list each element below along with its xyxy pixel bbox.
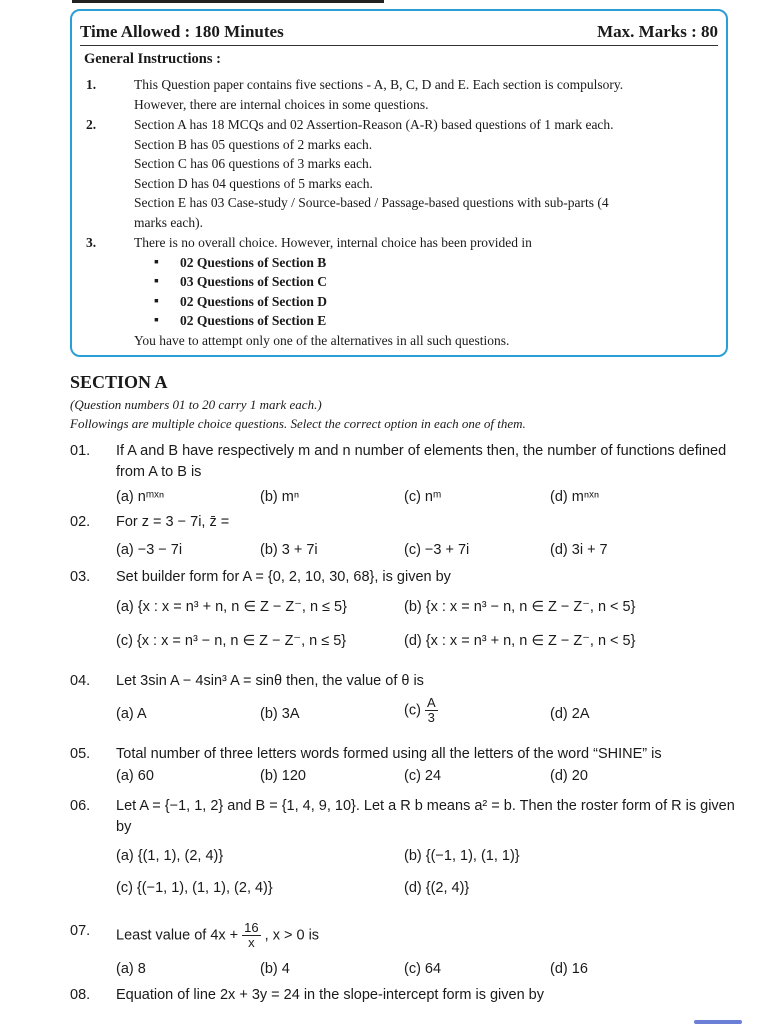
- option-d: (d) {x : x = n³ + n, n ∈ Z − Z⁻, n < 5}: [404, 633, 636, 649]
- instructions-box: [70, 9, 728, 357]
- section-title: SECTION A: [70, 372, 168, 392]
- question-05: 05. Total number of three letters words formed using all the letters of the word “SHINE” is: [70, 746, 662, 762]
- option-d: (d) 2A: [550, 706, 590, 722]
- option-b: (b) 120: [260, 768, 306, 784]
- option-c: (c) nᵐ: [404, 489, 442, 505]
- question-01: 01. If A and B have respectively m and n number of elements then, the number of functions defined from A to B is: [70, 443, 727, 480]
- option-a: (a) {x : x = n³ + n, n ∈ Z − Z⁻, n ≤ 5}: [116, 599, 347, 615]
- header-row: [80, 19, 718, 46]
- list-item: ▪ 02 Questions of Section E: [154, 311, 714, 331]
- instruction-1: 1. This Question paper contains five sections - A, B, C, D and E. Each section is compulsory. However, there are internal choices in some questions.: [86, 77, 624, 112]
- option-c: (c) $\frac{A}{3}$: [404, 695, 436, 725]
- option-d: (d) 3i + 7: [550, 542, 608, 558]
- option-b: (b) {(−1, 1), (1, 1)}: [404, 848, 520, 864]
- top-rule: [72, 0, 384, 3]
- option-a: (a) −3 − 7i: [116, 542, 183, 558]
- question-06: 06. Let A = {−1, 1, 2} and B = {1, 4, 9, 10}. Let a R b means a² = b. Then the roster form of R is given by: [70, 798, 735, 835]
- option-a: (a) 8: [116, 961, 146, 977]
- option-a: (a) {(1, 1), (2, 4)}: [116, 848, 224, 864]
- max-marks: Max. Marks : 80: [597, 22, 718, 41]
- question-07: 07. Least value of 4x + $\frac{16}{x}$ , x > 0 is: [70, 920, 320, 950]
- question-08: 08. Equation of line 2x + 3y = 24 in the slope-intercept form is given by: [70, 987, 544, 1003]
- option-a: (a) A: [116, 706, 147, 722]
- section-note: (Question numbers 01 to 20 carry 1 mark each.): [70, 397, 322, 412]
- question-04: 04. Let 3sin A − 4sin³ A = sinθ then, the value of θ is: [70, 673, 424, 689]
- option-a: (a) 60: [116, 768, 154, 784]
- page-corner-mark: [694, 1020, 742, 1024]
- option-c: (c) 24: [404, 768, 442, 784]
- option-c: (c) 64: [404, 961, 442, 977]
- time-allowed: Time Allowed : 180 Minutes: [80, 22, 284, 41]
- list-item: ▪ 02 Questions of Section B: [154, 253, 714, 273]
- list-item: ▪ 03 Questions of Section C: [154, 272, 714, 292]
- question-03: 03. Set builder form for A = {0, 2, 10, 30, 68}, is given by: [70, 569, 451, 585]
- option-d: (d) 16: [550, 961, 588, 977]
- option-d: (d) {(2, 4)}: [404, 880, 470, 896]
- section-instruction: Followings are multiple choice questions. Select the correct option in each one of them.: [70, 416, 526, 431]
- option-b: (b) 4: [260, 961, 290, 977]
- option-b: (b) 3 + 7i: [260, 542, 318, 558]
- option-c: (c) {x : x = n³ − n, n ∈ Z − Z⁻, n ≤ 5}: [116, 633, 347, 649]
- option-c: (c) {(−1, 1), (1, 1), (2, 4)}: [116, 880, 273, 896]
- instructions-footer: You have to attempt only one of the alternatives in all such questions.: [134, 332, 510, 348]
- fraction: $\frac{A}{3}$: [426, 695, 436, 725]
- question-02: 02. For z = 3 − 7i, z̄ =: [70, 514, 230, 530]
- option-b: (b) {x : x = n³ − n, n ∈ Z − Z⁻, n < 5}: [404, 599, 636, 615]
- option-b: (b) 3A: [260, 706, 300, 722]
- option-d: (d) 20: [550, 768, 588, 784]
- option-d: (d) mⁿˣⁿ: [550, 489, 600, 505]
- list-item: ▪ 02 Questions of Section D: [154, 292, 714, 312]
- option-a: (a) nᵐˣⁿ: [116, 489, 165, 505]
- option-b: (b) mⁿ: [260, 489, 300, 505]
- instruction-3: 3. There is no overall choice. However, internal choice has been provided in ▪ 02 Questions of Section B ▪ 03 Questions of Section C ▪ 02 Questions of Section D ▪ 02 Questions of Section E You have to attempt only one of the alternatives in all such questions.: [84, 233, 714, 350]
- instruction-2: 2. Section A has 18 MCQs and 02 Assertion-Reason (A-R) based questions of 1 mark each. Section B has 05 questions of 2 marks each. Section C has 06 questions of 3 marks each. Section D has 04 questions of 5 marks each. Section E has 03 Case-study / Source-based / Passage-based questions with sub-parts (4 marks each).: [86, 117, 614, 230]
- general-instructions-title: General Instructions :: [84, 51, 221, 67]
- fraction: $\frac{16}{x}$: [244, 920, 259, 950]
- internal-choice-list: [154, 253, 714, 331]
- option-c: (c) −3 + 7i: [404, 542, 470, 558]
